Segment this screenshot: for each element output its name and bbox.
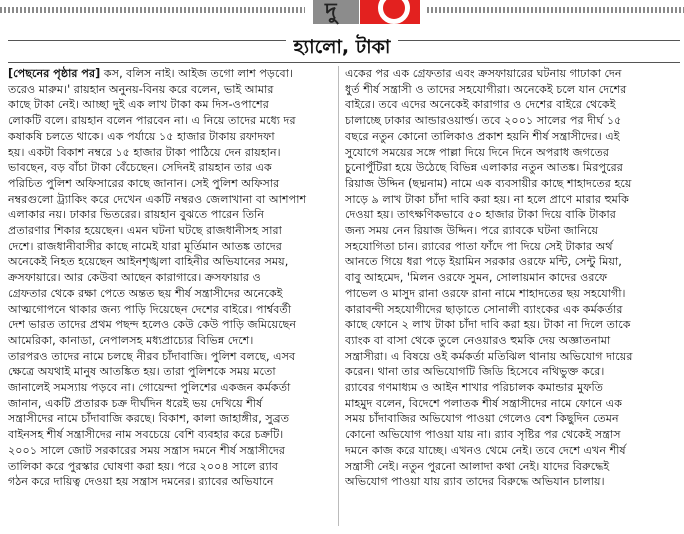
article-line: জানালেই সমস্যায় পড়বে না। গোয়েন্দা পুলিশের একজন কর্মকর্তা [8, 381, 291, 395]
article-line: গ্রেফতার থেকে রক্ষা পেতে অন্তত ছয় শীর্ষ সন্ত্রাসীদের অনেকেই [8, 286, 283, 300]
article-line: বাবু আহমেদ, 'মিলন ওরফে সুমন, সোলায়মান কাদের ওরফে [345, 271, 608, 285]
article-line: ক্ষেত্রে অযথাই মানুষ আতঙ্কিত হয়। তারা পুলিশকে সময় মতো [8, 365, 276, 379]
article-line: ধুর্ত শীর্ষ সন্ত্রাসী ও তাদের সহযোগীরা। অনেকেই চলে যান দেশের [345, 82, 627, 96]
article-line: বাইনসহ শীর্ষ সন্ত্রাসীদের নাম সবচেয়ে বেশি ব্যবহার করে চক্রটি। [8, 428, 284, 442]
article-line: কাছে টাকা নেই। আচ্ছা দুই এক লাখ টাকা কম দিস-ওপাশের [8, 98, 269, 112]
section-logo-glyph: দু [325, 0, 337, 24]
section-logo-red [360, 0, 420, 24]
article-line: আমেরিকা, কানাডা, নেপালসহ মধ্যপ্রাচ্যের বিভিন্ন দেশে। [8, 333, 254, 347]
article-line: ভাবছেন, বড় বাঁচা টাকা বেঁচেছেন। সেদিনই রায়হান তার এক [8, 161, 272, 175]
article-line: করেন। থানা তার অভিযোগটি জিডি হিসেবে নথিভুক্ত করে। [345, 365, 605, 379]
article-line: সাড়ে ৯ লাখ টাকা চাঁদা দাবি করা হয়। না হলে প্রাণে মারার হুমকি [345, 192, 629, 206]
article-line: সন্ত্রাসীরা। এ বিষয়ে ওই কর্মকর্তা মতিঝিল থানায় অভিযোগ দায়ের [345, 349, 633, 363]
article-line: পাভেল ও মাসুদ রানা ওরফে রানা নামে শাহাদতের ছয় সহযোগী। [345, 286, 626, 300]
article-line: কোনো অভিযোগ পাওয়া যায় না। র‍্যাব সৃষ্টির পর থেকেই সন্ত্রাস [345, 428, 621, 442]
article-column-left [8, 66, 333, 490]
article-line: সন্ত্রাসীদের নামে চাঁদাবাজি করছে। বিকাশ, কালা জাহাঙ্গীর, সুব্রত [8, 412, 290, 426]
article-line: জানান, একটি প্রতারক চক্র দীর্ঘদিন ধরেই ভয় দেখিয়ে শীর্ষ [8, 396, 263, 410]
continuation-kicker: [পেছনের পৃষ্ঠার পর] [8, 67, 101, 80]
article-line: প্রতারণার শিকার হয়েছেন। এমন ঘটনা ঘটছে রাজধানীসহ সারা [8, 224, 282, 238]
article-line: ব্যাংক বা বাসা থেকে তুলে নেওয়ারও হুমকি দেয় অজ্ঞাতনামা [345, 333, 611, 347]
article-line: পরিচিত পুলিশ অফিসারের কাছে জানান। সেই পুলিশ অফিসার [8, 176, 280, 190]
article-line: কাছে ফোনে ২ লাখ টাকা চাঁদা দাবি করা হয়। টাকা না দিলে তাকে [345, 318, 631, 332]
article-line: গঠন করে দায়িত্ব দেওয়া হয় সন্ত্রাস দমনের। র‍্যাবের অভিযানে [8, 475, 274, 489]
article-line: তালিকা করে পুরস্কার ঘোষণা করা হয়। পরে ২০০৪ সালে র‍্যাব [8, 459, 279, 473]
article-line: নম্বরগুলো ট্র্যাকিং করে দেখেন একটি নম্বরও জেলাখানা বা আশপাশ [8, 192, 307, 206]
article-line: চালাচ্ছে ঢাকার আন্ডারওয়ার্ল্ড। তবে ২০০১ সালের পর দীর্ঘ ১৫ [345, 114, 622, 128]
article-line: জন্য সময় নেন রিয়াজ উদ্দিন। পরে র‍্যাবকে ঘটনা জানিয়ে [345, 224, 599, 238]
article-line: আনতে গিয়ে ধরা পড়ে ইয়ামিন সরকার ওরফে মন্টি, সেন্টু মিয়া, [345, 255, 622, 269]
article-line: সময় চাঁদাবাজির অভিযোগ পাওয়া গেলেও বেশ কিছুদিন তেমন [345, 412, 619, 426]
decorative-stripe-left [0, 7, 305, 13]
ring-icon [378, 0, 410, 24]
article-line: মাহমুদ বলেন, বিদেশে পলাতক শীর্ষ সন্ত্রাসীদের নামে ফোনে এক [345, 396, 623, 410]
article-line: দেওয়া হয়। তাৎক্ষণিকভাবে ৫০ হাজার টাকা দিয়ে বাকি টাকার [345, 208, 616, 222]
article-line: দমনে কাজ করে যাচ্ছে। এখনও থেমে নেই। তবে দেশে এখন শীর্ষ [345, 443, 626, 457]
column-divider [338, 66, 339, 526]
article-line: চুনোপুঁটিরা হয়ে উঠেছে বিভিন্ন এলাকার নতুন আতঙ্ক। মিরপুরের [345, 161, 623, 175]
article-line: লোকটি বলে। রায়হান বলেন পারবেন না। এ নিয়ে তাদের মধ্যে দর [8, 114, 296, 128]
article-line: অভিযোগ পাওয়া যায় র‍্যাব তাদের বিরুদ্ধে অভিযান চালায়। [345, 475, 605, 489]
headline-underline [8, 62, 680, 63]
article-line: সহযোগিতা চান। র‍্যাবের পাতা ফাঁদে পা দিয়ে সেই টাকার অর্থ [345, 239, 613, 253]
article-line: বছরে নতুন কোনো তালিকাও প্রকাশ হয়নি শীর্ষ সন্ত্রাসীদের। এই [345, 129, 620, 143]
headline-text: হ্যালো, টাকা [286, 36, 399, 58]
article-line: কষাকষি চলতে থাকে। এক পর্যায়ে ১৫ হাজার টাকায় রফাদফা [8, 129, 275, 143]
article-line: একের পর এক গ্রেফতার এবং ক্রসফায়ারের ঘটনায় গাঢাকা দেন [345, 67, 622, 80]
article-line: এলাকার নয়। ঢাকার ভিতরের। রায়হান বুঝতে পারেন তিনি [8, 208, 265, 222]
article-line-text: কস, বলিস নাই। আইজ তগো লাশ পড়বো। [100, 67, 293, 80]
article-line: হয়। একটা বিকাশ নম্বরে ১৫ হাজার টাকা পাঠিয়ে দেন রায়হান। [8, 145, 281, 159]
article-line: ক্রসফায়ারে। আর কেউবা আছেন কারাগারে। ক্রসফায়ার ও [8, 271, 261, 285]
section-logo-grey [313, 0, 359, 24]
headline [0, 33, 684, 65]
article-line: দেশে। রাজধানীবাসীর কাছে নামেই যারা মূর্তিমান আতঙ্ক তাদের [8, 239, 282, 253]
top-banner [0, 0, 684, 30]
decorative-stripe-right [427, 7, 684, 13]
article-line: তারপরও তাদের নামে চলছে নীরব চাঁদাবাজি। পুলিশ বলছে, এসব [8, 349, 296, 363]
article-line: রিয়াজ উদ্দিন (ছদ্মনাম) নামে এক ব্যবসায়ীর কাছে শাহাদতের হয়ে [345, 176, 632, 190]
article-line [8, 66, 333, 82]
article-line: তরেও মারুম।' রায়হান অনুনয়-বিনয় করে বলেন, ভাই আমার [8, 82, 274, 96]
article-line: দেশ ভারত তাদের প্রথম পছন্দ হলেও কেউ কেউ পাড়ি জমিয়েছেন [8, 318, 297, 332]
article-line: ২০০১ সালে জোট সরকারের সময় সন্ত্রাস দমনে শীর্ষ সন্ত্রাসীদের [8, 443, 286, 457]
article-column-right [345, 66, 675, 490]
article-line: কারাবন্দী সহযোগীদের ছাড়াতে সোনালী ব্যাংকের এক কর্মকর্তার [345, 302, 623, 316]
article-line: বাইরে। তবে এদের অনেকেই কারাগার ও দেশের বাইরে থেকেই [345, 98, 616, 112]
article-line: সন্ত্রাসী নেই। নতুন পুরনো আলাদা কথা নেই। যাদের বিরুদ্ধেই [345, 459, 610, 473]
article-line: অনেকেই নিহত হয়েছেন আইনশৃঙ্খলা বাহিনীর অভিযানের সময়, [8, 255, 289, 269]
article-line: র‍্যাবের গণমাধ্যম ও আইন শাখার পরিচালক কমান্ডার মুফতি [345, 381, 604, 395]
article-line: সুযোগে সময়ের সঙ্গে পাল্লা দিয়ে দিনে দিনে অপরাধ জগতের [345, 145, 610, 159]
article-line: আত্মগোপনে থাকার জন্য পাড়ি দিয়েছেন দেশের বাইরে। পার্শ্ববর্তী [8, 302, 292, 316]
